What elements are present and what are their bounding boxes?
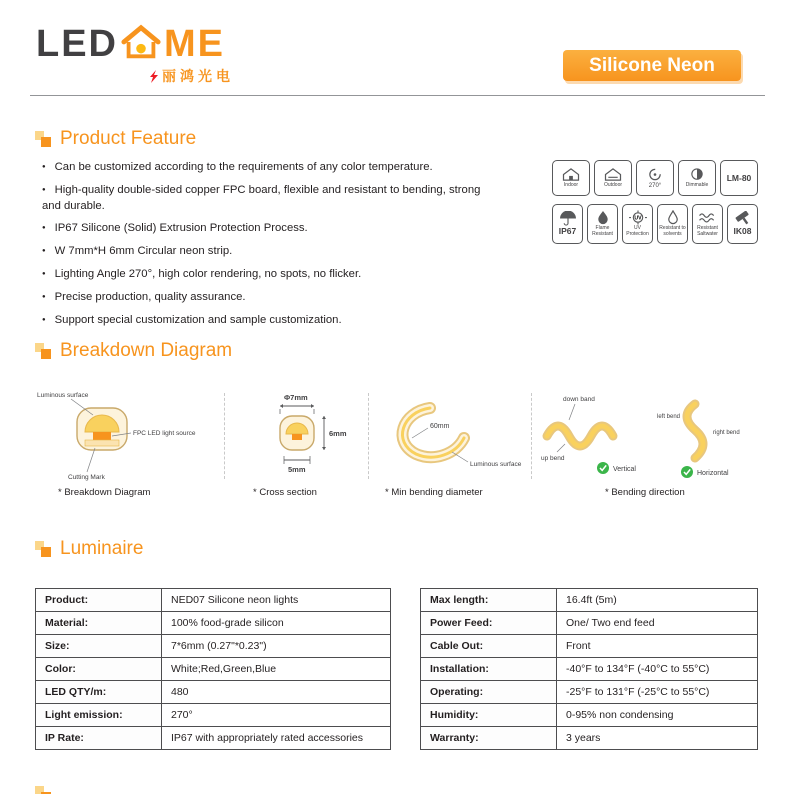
svg-text:FPC LED light source: FPC LED light source bbox=[133, 430, 196, 437]
table-row bbox=[421, 589, 758, 612]
svg-text:Vertical: Vertical bbox=[613, 466, 636, 473]
feature-list bbox=[42, 160, 487, 336]
feature-item: ● W 7mm*H 6mm Circular neon strip. bbox=[42, 244, 487, 260]
svg-text:Luminous surface: Luminous surface bbox=[470, 461, 522, 468]
svg-text:Luminous surface: Luminous surface bbox=[37, 392, 89, 399]
svg-text:Horizontal: Horizontal bbox=[697, 470, 729, 477]
spec-value: Front bbox=[557, 635, 758, 658]
table-row bbox=[36, 681, 391, 704]
svg-text:5mm: 5mm bbox=[288, 465, 306, 474]
table-row bbox=[36, 727, 391, 750]
section-next-cropped bbox=[35, 786, 51, 794]
badge-row-1 bbox=[552, 160, 758, 196]
spec-value: -25°F to 131°F (-25°C to 55°C) bbox=[557, 681, 758, 704]
section-bullet-icon bbox=[35, 541, 51, 557]
logo-text-me: ME bbox=[164, 23, 225, 65]
house-logo-icon bbox=[120, 22, 162, 67]
droplet-icon bbox=[662, 210, 684, 225]
svg-text:6mm: 6mm bbox=[329, 429, 347, 438]
badge-resistant-solvents: Resistant to solvents bbox=[657, 204, 688, 244]
caption-cross-section: * Cross section bbox=[253, 487, 317, 498]
spec-label: Installation: bbox=[421, 658, 557, 681]
diagram-min-bending bbox=[372, 388, 527, 488]
house-outdoor-icon bbox=[602, 167, 624, 182]
spec-label: Warranty: bbox=[421, 727, 557, 750]
svg-text:up bend: up bend bbox=[541, 455, 565, 462]
table-row bbox=[421, 727, 758, 750]
spec-table-left bbox=[35, 588, 391, 750]
badge-ik08: IK08 bbox=[727, 204, 758, 244]
spec-label: Humidity: bbox=[421, 704, 557, 727]
badge-270-degree: 270° bbox=[636, 160, 674, 196]
feature-item: ● Can be customized according to the requirements of any color temperature. bbox=[42, 160, 487, 176]
feature-item: ● Support special customization and sample customization. bbox=[42, 313, 487, 329]
spec-value: IP67 with appropriately rated accessories bbox=[162, 727, 391, 750]
logo-text-led: LED bbox=[36, 23, 118, 65]
spec-value: 100% food-grade silicon bbox=[162, 612, 391, 635]
spec-value: 16.4ft (5m) bbox=[557, 589, 758, 612]
diagram-breakdown bbox=[35, 388, 220, 488]
caption-bending-direction: * Bending direction bbox=[605, 487, 685, 498]
table-row bbox=[36, 635, 391, 658]
diagram-divider bbox=[224, 393, 225, 479]
bolt-icon bbox=[150, 70, 158, 83]
section-bullet-icon bbox=[35, 343, 51, 359]
spec-value: 0-95% non condensing bbox=[557, 704, 758, 727]
badge-dimmable: Dimmable bbox=[678, 160, 716, 196]
badge-ip67: IP67 bbox=[552, 204, 583, 244]
logo-chinese-text: 丽鸿光电 bbox=[162, 68, 234, 84]
hammer-icon bbox=[732, 211, 754, 226]
table-row bbox=[421, 658, 758, 681]
spec-label: LED QTY/m: bbox=[36, 681, 162, 704]
section-luminaire bbox=[35, 538, 143, 560]
dimmable-icon bbox=[686, 167, 708, 182]
caption-breakdown: * Breakdown Diagram bbox=[58, 487, 151, 498]
feature-item: ● IP67 Silicone (Solid) Extrusion Protection Process. bbox=[42, 221, 487, 237]
section-title: Luminaire bbox=[60, 538, 144, 559]
table-row bbox=[421, 635, 758, 658]
spec-value: NED07 Silicone neon lights bbox=[162, 589, 391, 612]
uv-sun-icon bbox=[627, 210, 649, 225]
feature-item: ● High-quality double-sided copper FPC board, flexible and resistant to bending, strong and durable. bbox=[42, 183, 487, 215]
logo-chinese bbox=[150, 66, 234, 86]
table-row bbox=[421, 704, 758, 727]
svg-text:right bend: right bend bbox=[713, 430, 740, 436]
beam-angle-icon bbox=[644, 167, 666, 182]
product-line-banner: Silicone Neon bbox=[563, 50, 741, 81]
table-row bbox=[36, 704, 391, 727]
section-bullet-icon bbox=[35, 786, 51, 794]
section-breakdown-diagram bbox=[35, 340, 232, 362]
spec-label: Color: bbox=[36, 658, 162, 681]
table-row bbox=[421, 681, 758, 704]
spec-label: Operating: bbox=[421, 681, 557, 704]
spec-value: One/ Two end feed bbox=[557, 612, 758, 635]
feature-item: ● Precise production, quality assurance. bbox=[42, 290, 487, 306]
spec-value: 7*6mm (0.27"*0.23") bbox=[162, 635, 391, 658]
spec-value: 480 bbox=[162, 681, 391, 704]
section-title: Breakdown Diagram bbox=[60, 340, 233, 361]
house-icon bbox=[560, 167, 582, 182]
spec-label: Power Feed: bbox=[421, 612, 557, 635]
diagram-bending-direction bbox=[535, 388, 757, 488]
certification-badges bbox=[552, 160, 758, 252]
svg-text:down band: down band bbox=[563, 396, 595, 403]
table-row bbox=[36, 612, 391, 635]
svg-text:left bend: left bend bbox=[657, 414, 681, 420]
svg-text:Cutting Mark: Cutting Mark bbox=[68, 474, 105, 481]
brand-logo bbox=[36, 22, 225, 67]
table-row bbox=[36, 658, 391, 681]
diagram-divider bbox=[531, 393, 532, 479]
wave-icon bbox=[697, 210, 719, 225]
badge-row-2 bbox=[552, 204, 758, 244]
table-row bbox=[36, 589, 391, 612]
spec-label: Size: bbox=[36, 635, 162, 658]
section-title: Product Feature bbox=[60, 128, 197, 149]
spec-label: IP Rate: bbox=[36, 727, 162, 750]
section-bullet-icon bbox=[35, 131, 51, 147]
badge-indoor: Indoor bbox=[552, 160, 590, 196]
umbrella-icon bbox=[557, 211, 579, 226]
spec-value: 270° bbox=[162, 704, 391, 727]
flame-icon bbox=[592, 210, 614, 225]
caption-min-bending: * Min bending diameter bbox=[385, 487, 483, 498]
badge-resistant-saltwater: Resistant Saltwater bbox=[692, 204, 723, 244]
section-product-feature bbox=[35, 128, 196, 150]
badge-flame-resistant: Flame Resistant bbox=[587, 204, 618, 244]
badge-uv-protection: UV UV Protection bbox=[622, 204, 653, 244]
spec-value: White;Red,Green,Blue bbox=[162, 658, 391, 681]
svg-text:UV: UV bbox=[633, 215, 642, 222]
spec-label: Material: bbox=[36, 612, 162, 635]
spec-value: -40°F to 134°F (-40°C to 55°C) bbox=[557, 658, 758, 681]
svg-text:Φ7mm: Φ7mm bbox=[284, 393, 308, 402]
spec-label: Light emission: bbox=[36, 704, 162, 727]
svg-text:60mm: 60mm bbox=[430, 423, 450, 430]
diagram-cross-section bbox=[232, 388, 364, 488]
spec-label: Cable Out: bbox=[421, 635, 557, 658]
feature-item: ● Lighting Angle 270°, high color rendering, no spots, no flicker. bbox=[42, 267, 487, 283]
spec-label: Product: bbox=[36, 589, 162, 612]
spec-table-right bbox=[420, 588, 758, 750]
header-divider bbox=[30, 95, 765, 96]
table-row bbox=[421, 612, 758, 635]
spec-value: 3 years bbox=[557, 727, 758, 750]
diagram-divider bbox=[368, 393, 369, 479]
spec-label: Max length: bbox=[421, 589, 557, 612]
badge-outdoor: Outdoor bbox=[594, 160, 632, 196]
badge-lm80: LM-80 bbox=[720, 160, 758, 196]
